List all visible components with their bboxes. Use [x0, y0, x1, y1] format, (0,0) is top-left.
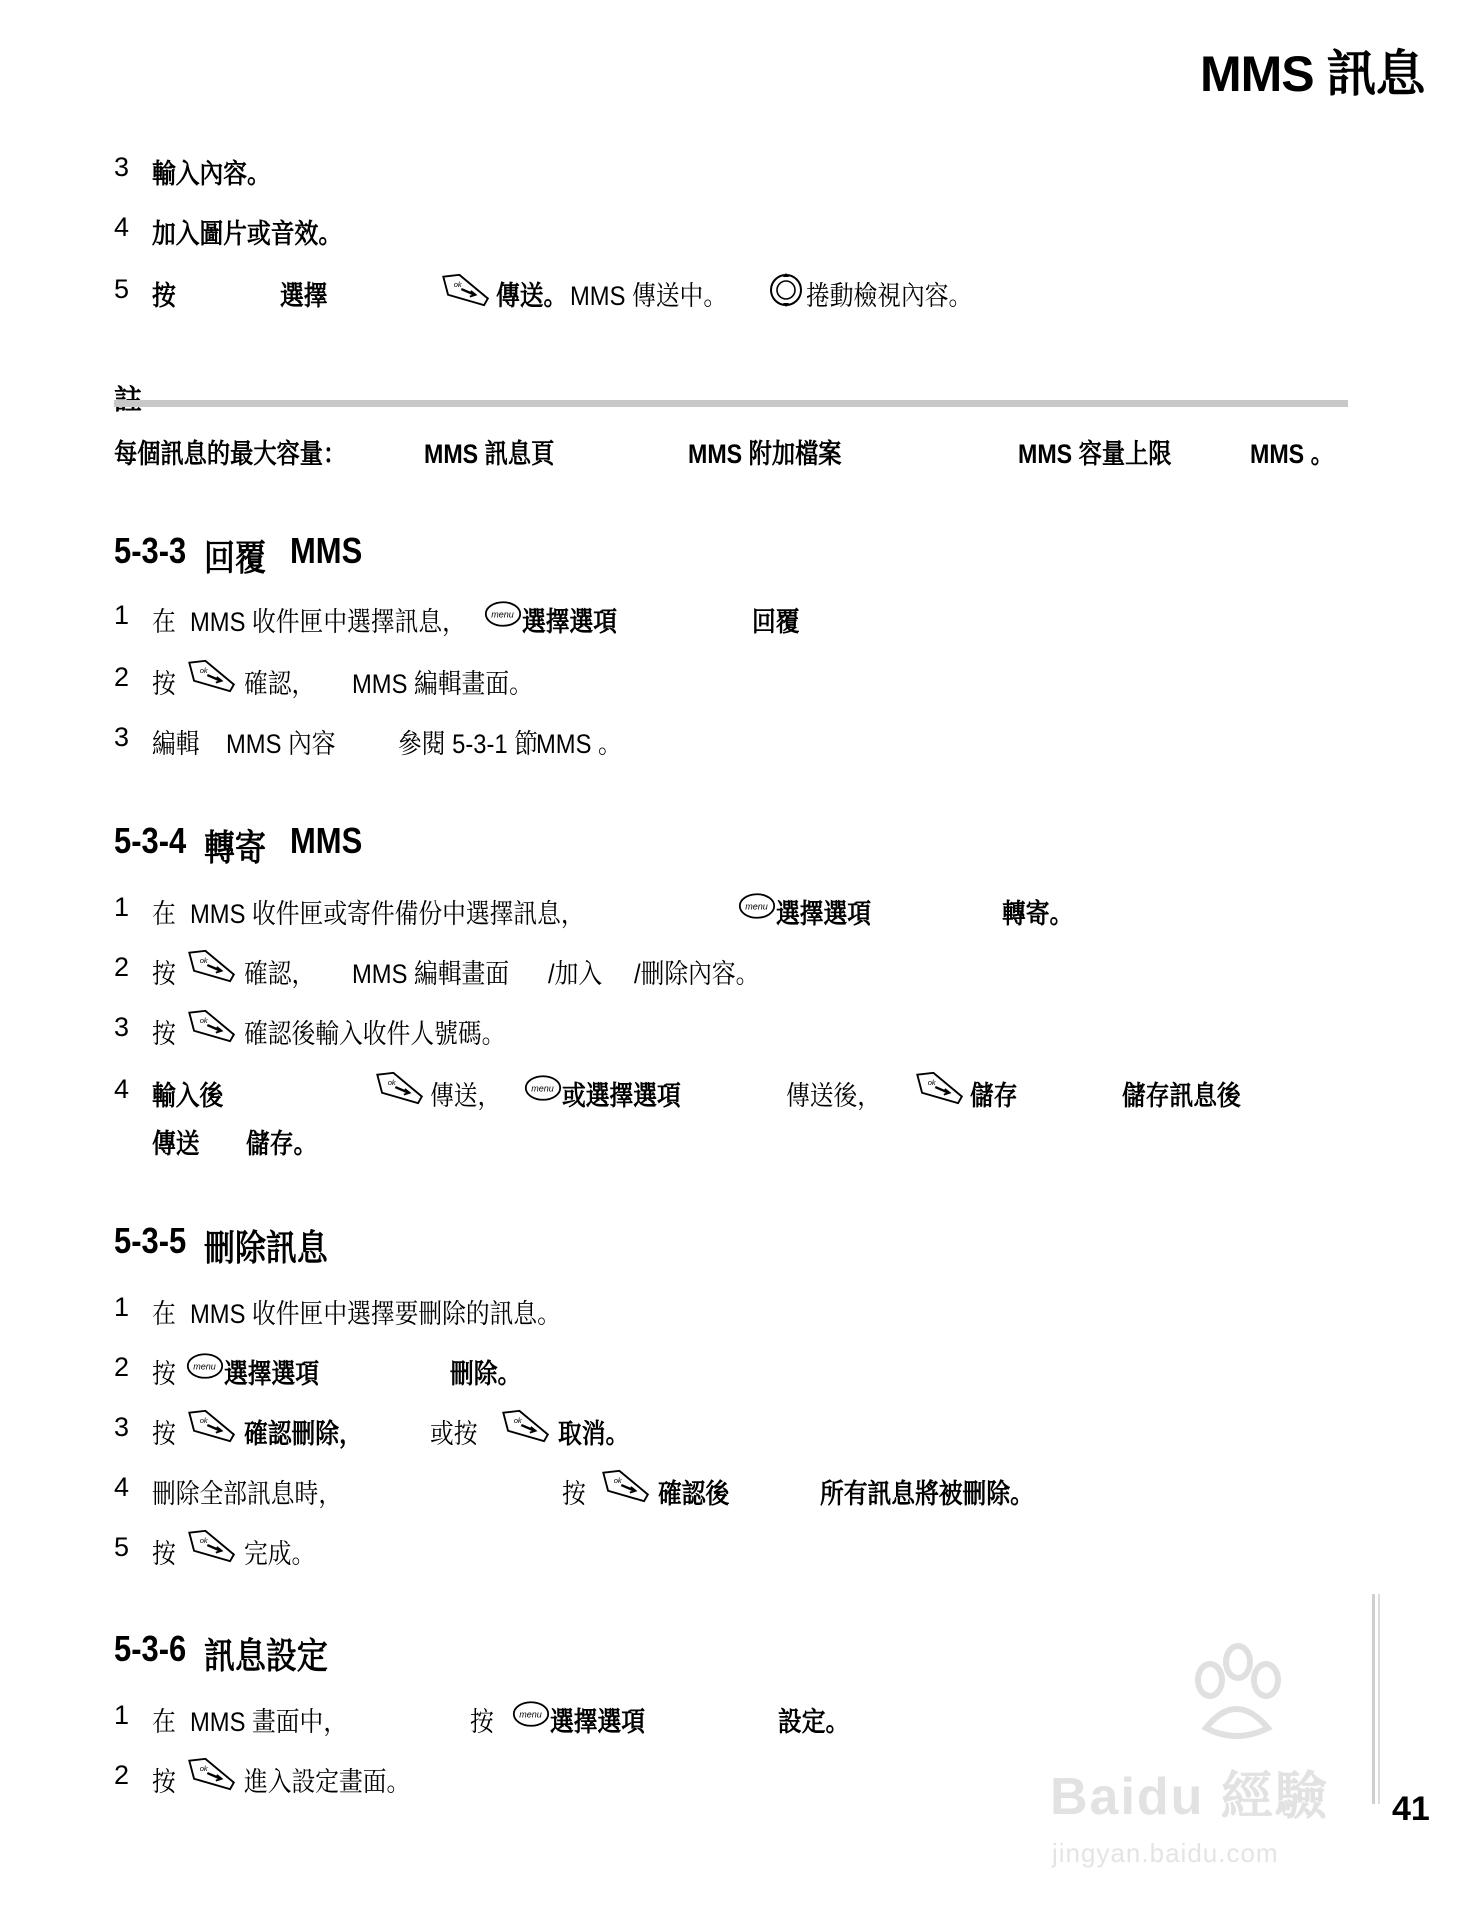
step-text: 捲動檢視內容。: [806, 281, 973, 311]
step-text: 按: [152, 1359, 176, 1389]
step-text: MMS 編輯畫面。: [352, 669, 533, 699]
step-text: 確認後: [658, 1479, 730, 1509]
ok-key-icon: [186, 1756, 240, 1792]
step-number: 3: [114, 1012, 130, 1042]
note-heading: [114, 378, 142, 418]
step-text: 或按: [430, 1419, 478, 1449]
step-text: MMS 。: [536, 729, 622, 759]
step-number: 3: [114, 1412, 130, 1442]
section-heading-suffix: MMS: [290, 820, 363, 861]
section-heading-suffix: MMS: [290, 530, 363, 571]
step-text: 或選擇選項: [562, 1081, 681, 1111]
ok-key-icon: [500, 1408, 554, 1444]
step-number: 1: [114, 600, 130, 630]
step-number: 3: [114, 722, 130, 752]
step-number: 1: [114, 892, 130, 922]
step-number: 2: [114, 1760, 130, 1790]
step-text: 按: [152, 1767, 176, 1797]
step-number: 3: [114, 152, 130, 182]
step-text: 輸入後: [152, 1081, 224, 1111]
step-number: 5: [114, 1532, 130, 1562]
ok-key-icon: [186, 1528, 240, 1564]
step-text: 回覆: [752, 607, 800, 637]
step-number: 1: [114, 1292, 130, 1322]
step-text: 選擇選項: [522, 607, 618, 637]
step-text: /刪除內容。: [634, 959, 760, 989]
section-heading-number: 5-3-3: [114, 530, 187, 571]
page-number: 41: [1392, 1790, 1430, 1828]
step-text: 傳送。: [496, 281, 568, 311]
step-text: 在: [152, 899, 176, 929]
step-text: 按: [152, 669, 176, 699]
step-number: 2: [114, 1352, 130, 1382]
step-text: 進入設定畫面。: [244, 1767, 411, 1797]
step-text: MMS 畫面中，: [190, 1707, 348, 1737]
step-text: 確認，: [244, 959, 316, 989]
watermark-url: jingyan.baidu.com: [1052, 1838, 1279, 1868]
step-number: 5: [114, 274, 130, 304]
step-text: 輸入內容。: [152, 159, 271, 189]
margin-rule: [1372, 1594, 1375, 1804]
section-heading-text: 回覆: [204, 537, 266, 578]
section-heading-number: 5-3-5: [114, 1220, 187, 1261]
section-heading-text: 訊息設定: [204, 1635, 328, 1676]
menu-key-icon: [524, 1074, 562, 1102]
step-text: 傳送，: [430, 1081, 502, 1111]
menu-key-icon: [512, 1700, 550, 1728]
step-text: 參閱 5-3-1 節: [398, 729, 538, 759]
step-text: 轉寄。: [1002, 899, 1074, 929]
step-text: 加入圖片或音效。: [152, 219, 343, 249]
step-text: 取消。: [558, 1419, 630, 1449]
ok-key-icon: [600, 1468, 654, 1504]
note-text: MMS 訊息頁: [424, 439, 555, 469]
step-number: 2: [114, 662, 130, 692]
section-heading-number: 5-3-4: [114, 820, 187, 861]
section-heading-number: 5-3-6: [114, 1628, 187, 1669]
ok-key-icon: [914, 1070, 968, 1106]
note-text: MMS 。: [1250, 439, 1334, 469]
ok-key-icon: [186, 1408, 240, 1444]
step-text: 按: [562, 1479, 586, 1509]
watermark-text: Bai​du 經驗: [1050, 1768, 1329, 1826]
step-text: 所有訊息將被刪除。: [820, 1479, 1034, 1509]
note-divider: [114, 400, 1348, 407]
note-text: MMS 附加檔案: [688, 439, 842, 469]
step-number: 4: [114, 1472, 130, 1502]
menu-key-icon: [738, 892, 776, 920]
step-text: MMS 內容: [226, 729, 336, 759]
step-text: 按: [152, 1539, 176, 1569]
ok-key-icon: [186, 948, 240, 984]
step-text: 選擇: [280, 281, 328, 311]
step-text: 按: [152, 1019, 176, 1049]
step-number: 1: [114, 1700, 130, 1730]
step-text: 儲存訊息後: [1122, 1081, 1241, 1111]
ok-key-icon: [440, 272, 494, 308]
step-number: 4: [114, 1074, 130, 1104]
step-text: MMS 收件匣或寄件備份中選擇訊息，: [190, 899, 585, 929]
step-text: MMS 傳送中。: [570, 281, 728, 311]
step-number: 2: [114, 952, 130, 982]
step-text: 確認刪除，: [244, 1419, 363, 1449]
step-text: 在: [152, 607, 176, 637]
page-title: MMS 訊息: [1200, 46, 1425, 102]
margin-rule: [1378, 1594, 1380, 1804]
step-text: 按: [152, 1419, 176, 1449]
step-text: 確認後輸入收件人號碼。: [244, 1019, 506, 1049]
step-text: 選擇選項: [776, 899, 872, 929]
step-text: 確認，: [244, 669, 316, 699]
step-text: 刪除全部訊息時，: [152, 1479, 343, 1509]
section-heading-text: 刪除訊息: [204, 1227, 328, 1268]
ok-key-icon: [374, 1070, 428, 1106]
menu-key-icon: [186, 1352, 224, 1380]
navigation-key-icon: [768, 272, 804, 308]
step-text: 在: [152, 1707, 176, 1737]
note-text: 每個訊息的最大容量：: [114, 439, 347, 469]
step-text: 按: [152, 959, 176, 989]
paw-logo-icon: [1180, 1640, 1290, 1750]
section-heading-text: 轉寄: [204, 827, 266, 868]
step-text: 設定。: [778, 1707, 850, 1737]
step-text: 選擇選項: [224, 1359, 320, 1389]
ok-key-icon: [186, 1008, 240, 1044]
step-text: 刪除。: [450, 1359, 522, 1389]
step-text: 完成。: [244, 1539, 316, 1569]
step-text: 傳送: [152, 1129, 200, 1159]
menu-key-icon: [484, 600, 522, 628]
step-text: 按: [152, 281, 176, 311]
note-text: MMS 容量上限: [1018, 439, 1172, 469]
step-text: MMS 收件匣中選擇訊息，: [190, 607, 466, 637]
step-text: 傳送後，: [786, 1081, 882, 1111]
step-text: 按: [470, 1707, 494, 1737]
step-text: 在: [152, 1299, 176, 1329]
step-text: 儲存: [970, 1081, 1018, 1111]
step-text: /加入: [548, 959, 603, 989]
step-text: 選擇選項: [550, 1707, 646, 1737]
step-text: 儲存。: [246, 1129, 318, 1159]
step-number: 4: [114, 212, 130, 242]
ok-key-icon: [186, 658, 240, 694]
step-text: MMS 收件匣中選擇要刪除的訊息。: [190, 1299, 561, 1329]
step-text: MMS 編輯畫面: [352, 959, 510, 989]
step-text: 編輯: [152, 729, 200, 759]
